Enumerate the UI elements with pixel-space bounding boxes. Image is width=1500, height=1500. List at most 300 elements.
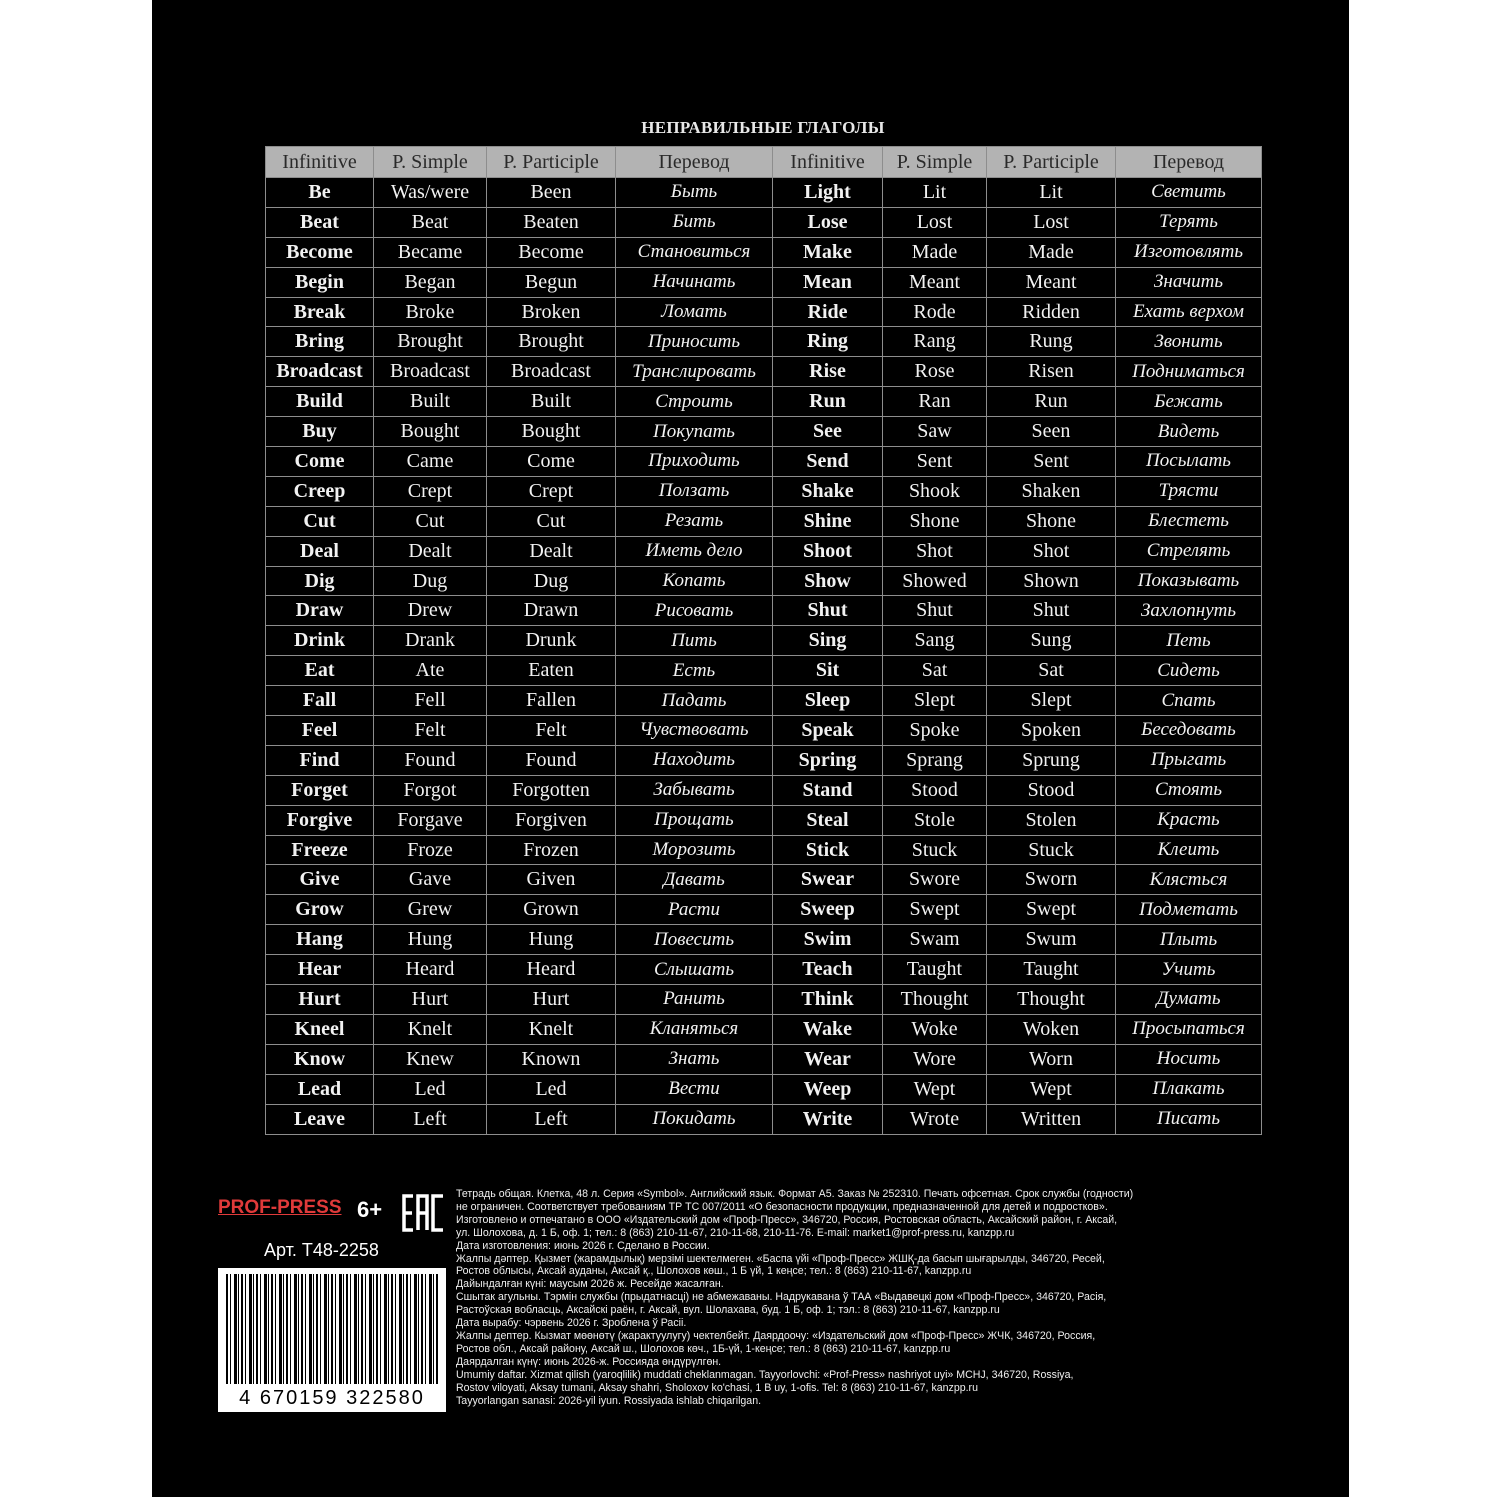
cell-infinitive: Draw [266, 596, 374, 626]
cell-past-simple: Meant [883, 267, 987, 297]
cell-translation: Сидеть [1116, 656, 1262, 686]
cell-translation: Петь [1116, 626, 1262, 656]
cell-infinitive: Sleep [773, 686, 883, 716]
cell-translation: Блестеть [1116, 506, 1262, 536]
cell-past-participle: Shot [987, 536, 1116, 566]
cell-infinitive: Freeze [266, 835, 374, 865]
cell-past-simple: Woke [883, 1014, 987, 1044]
cell-past-participle: Crept [487, 476, 616, 506]
barcode-bars [226, 1274, 438, 1384]
cell-infinitive: Sweep [773, 895, 883, 925]
cell-past-participle: Lit [987, 178, 1116, 208]
cell-past-simple: Wore [883, 1044, 987, 1074]
cell-past-participle: Slept [987, 686, 1116, 716]
cell-infinitive: Give [266, 865, 374, 895]
cell-infinitive: Deal [266, 536, 374, 566]
cell-past-simple: Grew [374, 895, 487, 925]
cell-past-simple: Thought [883, 985, 987, 1015]
cell-past-simple: Dug [374, 566, 487, 596]
cell-translation: Писать [1116, 1104, 1262, 1134]
cell-translation: Показывать [1116, 566, 1262, 596]
cell-infinitive: Hang [266, 925, 374, 955]
cell-past-participle: Left [487, 1104, 616, 1134]
cell-past-simple: Hurt [374, 985, 487, 1015]
cell-past-participle: Felt [487, 716, 616, 746]
cell-infinitive: Know [266, 1044, 374, 1074]
cell-infinitive: Hear [266, 955, 374, 985]
cell-past-simple: Forgave [374, 805, 487, 835]
header-past-participle: P. Participle [487, 147, 616, 178]
cell-past-participle: Frozen [487, 835, 616, 865]
cell-infinitive: Eat [266, 656, 374, 686]
cell-translation: Клясться [1116, 865, 1262, 895]
header-infinitive: Infinitive [773, 147, 883, 178]
cell-infinitive: Lead [266, 1074, 374, 1104]
cell-past-simple: Ran [883, 387, 987, 417]
cell-past-participle: Knelt [487, 1014, 616, 1044]
cell-past-participle: Broken [487, 297, 616, 327]
cell-past-participle: Sprung [987, 745, 1116, 775]
table-title: НЕПРАВИЛЬНЫЕ ГЛАГОЛЫ [641, 118, 885, 137]
table-row [266, 716, 1262, 746]
table-row [266, 686, 1262, 716]
cell-infinitive: Rise [773, 357, 883, 387]
cell-past-participle: Found [487, 745, 616, 775]
cell-infinitive: Drink [266, 626, 374, 656]
table-row [266, 805, 1262, 835]
cell-translation: Терять [1116, 207, 1262, 237]
table-row [266, 476, 1262, 506]
cell-past-simple: Dealt [374, 536, 487, 566]
header-infinitive: Infinitive [266, 147, 374, 178]
cell-infinitive: Ring [773, 327, 883, 357]
cell-infinitive: Write [773, 1104, 883, 1134]
table-row [266, 536, 1262, 566]
cell-past-simple: Showed [883, 566, 987, 596]
table-row [266, 506, 1262, 536]
cell-past-simple: Hung [374, 925, 487, 955]
cell-infinitive: Lose [773, 207, 883, 237]
cell-past-participle: Broadcast [487, 357, 616, 387]
cell-past-participle: Swept [987, 895, 1116, 925]
header-translation: Перевод [616, 147, 773, 178]
cell-translation: Спать [1116, 686, 1262, 716]
cell-past-simple: Knew [374, 1044, 487, 1074]
cell-past-simple: Wept [883, 1074, 987, 1104]
cell-past-participle: Grown [487, 895, 616, 925]
cell-infinitive: Ride [773, 297, 883, 327]
cell-past-participle: Forgotten [487, 775, 616, 805]
cell-past-participle: Ridden [987, 297, 1116, 327]
table-row [266, 745, 1262, 775]
cell-infinitive: Swear [773, 865, 883, 895]
cell-translation: Покупать [616, 417, 773, 447]
cell-translation: Находить [616, 745, 773, 775]
cell-past-participle: Sung [987, 626, 1116, 656]
cell-past-participle: Led [487, 1074, 616, 1104]
cell-infinitive: Swim [773, 925, 883, 955]
cell-past-simple: Swam [883, 925, 987, 955]
cell-translation: Изготовлять [1116, 237, 1262, 267]
legal-fine-print [456, 1188, 1256, 1407]
cell-translation: Рисовать [616, 596, 773, 626]
cell-infinitive: Stand [773, 775, 883, 805]
cell-past-simple: Stole [883, 805, 987, 835]
cell-translation: Знать [616, 1044, 773, 1074]
cell-past-simple: Was/were [374, 178, 487, 208]
cell-past-participle: Swum [987, 925, 1116, 955]
header-past-simple: P. Simple [374, 147, 487, 178]
cell-past-participle: Hurt [487, 985, 616, 1015]
cell-infinitive: Beat [266, 207, 374, 237]
cell-past-simple: Shone [883, 506, 987, 536]
cell-past-simple: Saw [883, 417, 987, 447]
cell-past-participle: Worn [987, 1044, 1116, 1074]
table-row [266, 1104, 1262, 1134]
cell-translation: Подметать [1116, 895, 1262, 925]
cell-past-participle: Given [487, 865, 616, 895]
cell-past-simple: Ate [374, 656, 487, 686]
cell-past-simple: Swore [883, 865, 987, 895]
cell-past-simple: Fell [374, 686, 487, 716]
cell-translation: Захлопнуть [1116, 596, 1262, 626]
cell-infinitive: Wear [773, 1044, 883, 1074]
table-row [266, 626, 1262, 656]
cell-past-participle: Known [487, 1044, 616, 1074]
cell-infinitive: Hurt [266, 985, 374, 1015]
cell-past-simple: Began [374, 267, 487, 297]
cell-translation: Кланяться [616, 1014, 773, 1044]
cell-infinitive: Sing [773, 626, 883, 656]
cell-past-participle: Bought [487, 417, 616, 447]
cell-translation: Ломать [616, 297, 773, 327]
cell-past-simple: Brought [374, 327, 487, 357]
table-row [266, 327, 1262, 357]
table-row [266, 835, 1262, 865]
table-row [266, 207, 1262, 237]
cell-translation: Ехать верхом [1116, 297, 1262, 327]
cell-past-simple: Sent [883, 447, 987, 477]
age-rating: 6+ [357, 1197, 383, 1222]
cell-infinitive: Build [266, 387, 374, 417]
cell-infinitive: Buy [266, 417, 374, 447]
cell-past-simple: Felt [374, 716, 487, 746]
table-row [266, 387, 1262, 417]
table-row [266, 865, 1262, 895]
cell-past-simple: Broadcast [374, 357, 487, 387]
cell-translation: Есть [616, 656, 773, 686]
cell-infinitive: Forgive [266, 805, 374, 835]
fine-print-line: Сшытак агульны. Тэрмін службы (прыдатнасці) не абмежаваны. Надрукавана ў ТАА «Выдавецкі дом «Проф-Пресс», 346720, Расія, [456, 1291, 1107, 1304]
cell-past-participle: Sat [987, 656, 1116, 686]
cell-translation: Чувствовать [616, 716, 773, 746]
fine-print-line: ул. Шолохова, д. 1 Б, оф. 1; тел.: 8 (863) 210-11-67, 210-11-68, 210-11-76. E-mail: market1@prof-press.ru, kanzpp.ru [456, 1226, 1015, 1239]
cell-infinitive: Begin [266, 267, 374, 297]
cell-infinitive: Steal [773, 805, 883, 835]
cell-past-simple: Made [883, 237, 987, 267]
cell-infinitive: Bring [266, 327, 374, 357]
cell-past-participle: Heard [487, 955, 616, 985]
cell-translation: Покидать [616, 1104, 773, 1134]
cell-infinitive: Sit [773, 656, 883, 686]
table-row [266, 447, 1262, 477]
cell-past-simple: Froze [374, 835, 487, 865]
eac-certification-mark [401, 1190, 447, 1241]
cell-infinitive: Shut [773, 596, 883, 626]
cell-past-simple: Sprang [883, 745, 987, 775]
fine-print-line: Ростов обл., Аксай району, Аксай ш., Шолохов көч., 1Б-үй, 1-кеңсе; тел.: 8 (863) 210-11-67, kanzpp.ru [456, 1342, 951, 1355]
cell-past-participle: Thought [987, 985, 1116, 1015]
table-row [266, 297, 1262, 327]
cell-past-participle: Fallen [487, 686, 616, 716]
cell-infinitive: Light [773, 178, 883, 208]
cell-past-participle: Dug [487, 566, 616, 596]
cell-translation: Иметь дело [616, 536, 773, 566]
cell-translation: Думать [1116, 985, 1262, 1015]
cell-translation: Падать [616, 686, 773, 716]
cell-past-simple: Rose [883, 357, 987, 387]
cell-past-simple: Built [374, 387, 487, 417]
cell-past-simple: Gave [374, 865, 487, 895]
table-row [266, 596, 1262, 626]
cell-infinitive: Speak [773, 716, 883, 746]
cell-translation: Прыгать [1116, 745, 1262, 775]
cell-past-simple: Slept [883, 686, 987, 716]
cell-infinitive: Run [773, 387, 883, 417]
cell-past-simple: Left [374, 1104, 487, 1134]
cell-infinitive: Feel [266, 716, 374, 746]
irregular-verbs-table [265, 146, 1262, 1135]
cell-infinitive: Broadcast [266, 357, 374, 387]
cell-past-participle: Drunk [487, 626, 616, 656]
cell-infinitive: Shake [773, 476, 883, 506]
cell-translation: Забывать [616, 775, 773, 805]
cell-infinitive: Make [773, 237, 883, 267]
cell-infinitive: Teach [773, 955, 883, 985]
fine-print-line: Umumiy daftar. Xizmat qilish (yaroqlilik) muddati cheklanmagan. Tayyorlovchi: «Prof-Press» nashriyot uyi» MCHJ, 346720, Rossiya, [456, 1368, 1074, 1381]
cell-translation: Начинать [616, 267, 773, 297]
cell-past-participle: Sworn [987, 865, 1116, 895]
cell-past-participle: Wept [987, 1074, 1116, 1104]
header-past-simple: P. Simple [883, 147, 987, 178]
cell-past-participle: Begun [487, 267, 616, 297]
cell-translation: Звонить [1116, 327, 1262, 357]
cell-past-participle: Seen [987, 417, 1116, 447]
cell-translation: Светить [1116, 178, 1262, 208]
cell-past-participle: Stuck [987, 835, 1116, 865]
cell-translation: Бить [616, 207, 773, 237]
cell-past-simple: Lit [883, 178, 987, 208]
cell-past-simple: Crept [374, 476, 487, 506]
cell-past-simple: Wrote [883, 1104, 987, 1134]
cell-translation: Приходить [616, 447, 773, 477]
cell-past-simple: Cut [374, 506, 487, 536]
cell-translation: Ползать [616, 476, 773, 506]
cell-translation: Значить [1116, 267, 1262, 297]
cell-past-participle: Beaten [487, 207, 616, 237]
fine-print-line: Жалпы дептер. Кызмат мөөнөтү (жарактуулугу) чектелбейт. Даярдоочу: «Издательский дом «Проф-Пресс» ЖЧК, 346720, Россия, [456, 1329, 1096, 1342]
cell-past-simple: Broke [374, 297, 487, 327]
cell-translation: Копать [616, 566, 773, 596]
cell-translation: Просыпаться [1116, 1014, 1262, 1044]
article-number: Арт. Т48-2258 [264, 1240, 379, 1260]
table-row [266, 895, 1262, 925]
cell-past-simple: Rang [883, 327, 987, 357]
cell-past-participle: Woken [987, 1014, 1116, 1044]
cell-translation: Стоять [1116, 775, 1262, 805]
cell-translation: Бежать [1116, 387, 1262, 417]
table-row [266, 417, 1262, 447]
cell-infinitive: Break [266, 297, 374, 327]
cell-translation: Пить [616, 626, 773, 656]
cell-infinitive: Grow [266, 895, 374, 925]
cell-infinitive: Spring [773, 745, 883, 775]
cell-translation: Резать [616, 506, 773, 536]
cell-translation: Плыть [1116, 925, 1262, 955]
cell-past-participle: Eaten [487, 656, 616, 686]
header-translation: Перевод [1116, 147, 1262, 178]
fine-print-line: Ростов облысы, Аксай ауданы, Аксай қ., Шолохов көш., 1 Б үй, 1 кеңсе; тел.: 8 (863) 210-11-67, kanzpp.ru [456, 1265, 972, 1278]
table-row [266, 656, 1262, 686]
table-row [266, 237, 1262, 267]
cell-past-participle: Shut [987, 596, 1116, 626]
table-row [266, 357, 1262, 387]
cell-translation: Клеить [1116, 835, 1262, 865]
fine-print-line: Дайындалған күні: маусым 2026 ж. Ресейде жасалған. [456, 1278, 724, 1291]
fine-print-line: Изготовлено и отпечатано в ООО «Издательский дом «Проф-Пресс», 346720, Россия, Ростовская область, Аксайский район, г. Аксай, [456, 1213, 1118, 1226]
cell-translation: Плакать [1116, 1074, 1262, 1104]
table-header-row [266, 147, 1262, 178]
cell-infinitive: Shine [773, 506, 883, 536]
cell-translation: Повесить [616, 925, 773, 955]
cell-infinitive: Stick [773, 835, 883, 865]
fine-print-line: Даярдалган күнү: июнь 2026-ж. Россияда өндүрүлгөн. [456, 1355, 722, 1368]
table-row [266, 267, 1262, 297]
cell-past-participle: Shaken [987, 476, 1116, 506]
cell-past-simple: Found [374, 745, 487, 775]
table-row [266, 1044, 1262, 1074]
cell-past-simple: Swept [883, 895, 987, 925]
cell-translation: Беседовать [1116, 716, 1262, 746]
table-row [266, 566, 1262, 596]
cell-translation: Давать [616, 865, 773, 895]
fine-print-line: Rostov viloyati, Aksay tumani, Aksay shahri, Sholoxov ko'chasi, 1 B uy, 1-ofis. Tel: 8 (863) 210-11-67, kanzpp.ru [456, 1381, 978, 1394]
cell-past-simple: Shut [883, 596, 987, 626]
cell-past-participle: Come [487, 447, 616, 477]
cell-infinitive: Fall [266, 686, 374, 716]
cell-translation: Подниматься [1116, 357, 1262, 387]
cell-infinitive: Weep [773, 1074, 883, 1104]
fine-print-line: не ограничен. Соответствует требованиям ТР ТС 007/2011 «О безопасности продукции, предназначенной для детей и подростков». [456, 1200, 1108, 1213]
cell-past-participle: Run [987, 387, 1116, 417]
cell-translation: Трясти [1116, 476, 1262, 506]
cell-infinitive: See [773, 417, 883, 447]
cell-past-simple: Forgot [374, 775, 487, 805]
cell-infinitive: Creep [266, 476, 374, 506]
cell-past-participle: Spoken [987, 716, 1116, 746]
cell-translation: Морозить [616, 835, 773, 865]
cell-past-participle: Made [987, 237, 1116, 267]
cell-infinitive: Become [266, 237, 374, 267]
barcode [218, 1268, 446, 1412]
cell-translation: Быть [616, 178, 773, 208]
cell-past-participle: Risen [987, 357, 1116, 387]
cell-translation: Вести [616, 1074, 773, 1104]
table-row [266, 178, 1262, 208]
cell-past-simple: Beat [374, 207, 487, 237]
fine-print-line: Тетрадь общая. Клетка, 48 л. Серия «Symbol». Английский язык. Формат А5. Заказ № 252310. Печать офсетная. Срок службы (годности) [456, 1188, 1134, 1200]
cell-past-participle: Shown [987, 566, 1116, 596]
cell-translation: Стрелять [1116, 536, 1262, 566]
cell-past-participle: Meant [987, 267, 1116, 297]
cell-past-participle: Rung [987, 327, 1116, 357]
cell-past-participle: Become [487, 237, 616, 267]
cell-past-participle: Hung [487, 925, 616, 955]
cell-past-participle: Sent [987, 447, 1116, 477]
cell-infinitive: Leave [266, 1104, 374, 1134]
brand-logo: PROF-PRESS [218, 1197, 342, 1218]
cell-past-simple: Stood [883, 775, 987, 805]
cell-translation: Носить [1116, 1044, 1262, 1074]
fine-print-line: Дата вырабу: чэрвень 2026 г. Зроблена ў Расіі. [456, 1317, 687, 1330]
cell-translation: Приносить [616, 327, 773, 357]
cell-past-simple: Spoke [883, 716, 987, 746]
cell-past-participle: Brought [487, 327, 616, 357]
cell-past-simple: Bought [374, 417, 487, 447]
cell-translation: Видеть [1116, 417, 1262, 447]
cell-past-participle: Written [987, 1104, 1116, 1134]
cell-translation: Транслировать [616, 357, 773, 387]
cell-infinitive: Show [773, 566, 883, 596]
cell-past-simple: Sat [883, 656, 987, 686]
table-row [266, 1014, 1262, 1044]
cell-past-participle: Drawn [487, 596, 616, 626]
table-row [266, 955, 1262, 985]
cell-past-participle: Stolen [987, 805, 1116, 835]
cell-past-participle: Taught [987, 955, 1116, 985]
cell-past-simple: Stuck [883, 835, 987, 865]
cell-infinitive: Find [266, 745, 374, 775]
cell-infinitive: Kneel [266, 1014, 374, 1044]
cell-past-simple: Shook [883, 476, 987, 506]
cell-translation: Становиться [616, 237, 773, 267]
cell-past-simple: Came [374, 447, 487, 477]
cell-past-simple: Rode [883, 297, 987, 327]
cell-past-simple: Drew [374, 596, 487, 626]
cell-past-simple: Shot [883, 536, 987, 566]
cell-translation: Расти [616, 895, 773, 925]
cell-translation: Посылать [1116, 447, 1262, 477]
cell-translation: Красть [1116, 805, 1262, 835]
cell-infinitive: Think [773, 985, 883, 1015]
cell-past-participle: Forgiven [487, 805, 616, 835]
cell-translation: Учить [1116, 955, 1262, 985]
fine-print-line: Жалпы дәптер. Қызмет (жарамдылық) мерзімі шектелмеген. «Баспа үйі «Проф-Пресс» ЖШҚ-да басып шығарылды, 346720, Ресей, [456, 1252, 1105, 1265]
cell-translation: Прощать [616, 805, 773, 835]
table-row [266, 775, 1262, 805]
cell-infinitive: Dig [266, 566, 374, 596]
fine-print-line: Tayyorlangan sanasi: 2026-yil iyun. Rossiyada ishlab chiqarilgan. [456, 1394, 762, 1407]
cell-past-simple: Sang [883, 626, 987, 656]
cell-translation: Строить [616, 387, 773, 417]
cell-infinitive: Send [773, 447, 883, 477]
cell-infinitive: Shoot [773, 536, 883, 566]
cell-past-participle: Dealt [487, 536, 616, 566]
table-row [266, 1074, 1262, 1104]
cell-past-participle: Built [487, 387, 616, 417]
cell-translation: Слышать [616, 955, 773, 985]
cell-past-simple: Became [374, 237, 487, 267]
